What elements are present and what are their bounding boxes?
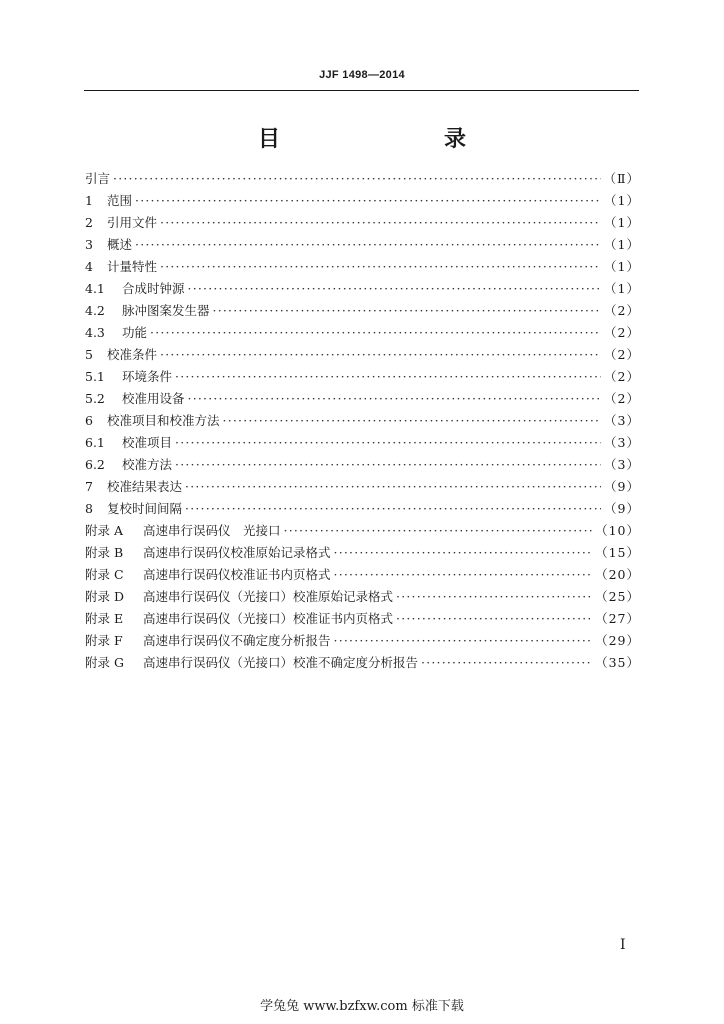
toc-entry-number: 附录 A [85,523,124,538]
toc-entry-label: 脉冲图案发生器 [122,303,210,318]
toc-entry-label: 引用文件 [107,215,158,230]
toc-entry-label: 高速串行误码仪（光接口）校准原始记录格式 [143,589,394,604]
toc-leader-dots [223,410,602,432]
toc-entry-page: （9） [604,479,640,494]
toc-entry-page: （1） [604,237,640,252]
toc-entry-number: 附录 C [85,567,124,582]
toc-entry[interactable] [85,212,640,234]
toc-entry-page: （9） [604,501,640,516]
toc-entry[interactable] [85,168,640,190]
toc-entry-number: 6.2 [85,457,105,472]
toc-entry[interactable] [85,652,640,674]
toc-entry-number: 7 [85,479,93,494]
toc-leader-dots [334,564,593,586]
toc-leader-dots [188,278,602,300]
toc-entry[interactable] [85,542,640,564]
toc-entry-number: 2 [85,215,93,230]
toc-entry-label: 高速串行误码仪（光接口）校准证书内页格式 [143,611,394,626]
toc-entry-page: （2） [604,347,640,362]
toc-leader-dots [160,256,601,278]
toc-entry-number: 附录 E [85,611,124,626]
toc-entry-number: 8 [85,501,93,516]
toc-leader-dots [175,454,601,476]
toc-leader-dots [113,168,600,190]
toc-leader-dots [396,608,592,630]
toc-entry-page: （3） [604,413,640,428]
toc-entry-number: 5.2 [85,391,105,406]
page-number: I [620,937,626,953]
toc-entry[interactable] [85,608,640,630]
toc-entry-label: 引言 [85,171,111,186]
table-of-contents [85,168,640,674]
toc-entry[interactable] [85,520,640,542]
toc-entry-number: 4.2 [85,303,105,318]
toc-entry[interactable] [85,498,640,520]
toc-entry[interactable] [85,278,640,300]
toc-entry-label: 校准结果表达 [107,479,183,494]
toc-entry-label: 范围 [107,193,133,208]
toc-entry-label: 高速串行误码仪 光接口 [143,523,281,538]
toc-entry-page: （1） [604,259,640,274]
toc-leader-dots [160,344,601,366]
toc-entry-page: （3） [604,435,640,450]
toc-entry-number: 附录 G [85,655,124,670]
toc-entry[interactable] [85,256,640,278]
toc-leader-dots [175,432,601,454]
toc-entry[interactable] [85,300,640,322]
toc-entry-page: （2） [604,391,640,406]
toc-leader-dots [421,652,592,674]
watermark-text: 学兔兔 www.bzfxw.com 标准下载 [260,999,464,1014]
toc-entry-label: 高速串行误码仪校准证书内页格式 [143,567,331,582]
toc-entry-label: 校准用设备 [122,391,185,406]
toc-entry-number: 6.1 [85,435,105,450]
toc-entry-label: 复校时间间隔 [107,501,183,516]
toc-entry-label: 校准方法 [122,457,173,472]
toc-entry-page: （10） [595,523,640,538]
toc-entry-page: （1） [604,215,640,230]
toc-entry[interactable] [85,344,640,366]
toc-entry[interactable] [85,190,640,212]
document-code: JJF 1498—2014 [319,69,405,81]
toc-entry-page: （15） [595,545,640,560]
toc-entry-label: 环境条件 [122,369,173,384]
toc-leader-dots [150,322,601,344]
toc-leader-dots [213,300,602,322]
toc-leader-dots [185,476,601,498]
toc-entry[interactable] [85,630,640,652]
toc-entry-label: 计量特性 [107,259,158,274]
toc-entry-page: （1） [604,281,640,296]
toc-leader-dots [160,212,601,234]
toc-entry-page: （20） [595,567,640,582]
page-title: 目 录 [257,126,506,152]
toc-entry[interactable] [85,586,640,608]
toc-entry-page: （3） [604,457,640,472]
toc-entry-page: （2） [604,325,640,340]
toc-leader-dots [396,586,592,608]
toc-entry-number: 6 [85,413,93,428]
toc-entry-number: 1 [85,193,93,208]
toc-entry-label: 高速串行误码仪（光接口）校准不确定度分析报告 [143,655,419,670]
toc-entry[interactable] [85,410,640,432]
toc-entry[interactable] [85,366,640,388]
toc-leader-dots [185,498,601,520]
toc-leader-dots [135,190,601,212]
toc-leader-dots [334,630,593,652]
toc-entry-page: （2） [604,369,640,384]
toc-entry[interactable] [85,234,640,256]
toc-entry-page: （27） [595,611,640,626]
toc-entry-label: 合成时钟源 [122,281,185,296]
header-divider [84,90,639,91]
toc-entry-label: 校准条件 [107,347,158,362]
toc-entry-number: 5.1 [85,369,105,384]
toc-entry-label: 功能 [122,325,148,340]
toc-entry-number: 附录 B [85,545,124,560]
toc-entry[interactable] [85,454,640,476]
toc-entry-label: 高速串行误码仪校准原始记录格式 [143,545,331,560]
toc-leader-dots [334,542,593,564]
toc-entry-number: 5 [85,347,93,362]
toc-entry-number: 附录 F [85,633,123,648]
toc-entry-page: （1） [604,193,640,208]
toc-entry[interactable] [85,388,640,410]
toc-entry-label: 高速串行误码仪不确定度分析报告 [143,633,331,648]
toc-entry-page: （2） [604,303,640,318]
toc-entry-page: （29） [595,633,640,648]
toc-entry-page: （35） [595,655,640,670]
toc-entry-label: 校准项目和校准方法 [107,413,220,428]
toc-entry-number: 附录 D [85,589,124,604]
toc-entry-number: 4 [85,259,93,274]
toc-entry[interactable] [85,322,640,344]
toc-entry-number: 4.1 [85,281,105,296]
toc-entry-page: （25） [595,589,640,604]
toc-entry-number: 4.3 [85,325,105,340]
toc-leader-dots [284,520,593,542]
toc-leader-dots [135,234,601,256]
toc-leader-dots [175,366,601,388]
toc-entry-page: （Ⅱ） [603,171,640,186]
toc-entry[interactable] [85,564,640,586]
toc-entry-number: 3 [85,237,93,252]
toc-entry-label: 概述 [107,237,133,252]
toc-entry[interactable] [85,476,640,498]
toc-entry[interactable] [85,432,640,454]
toc-leader-dots [188,388,602,410]
toc-entry-label: 校准项目 [122,435,173,450]
